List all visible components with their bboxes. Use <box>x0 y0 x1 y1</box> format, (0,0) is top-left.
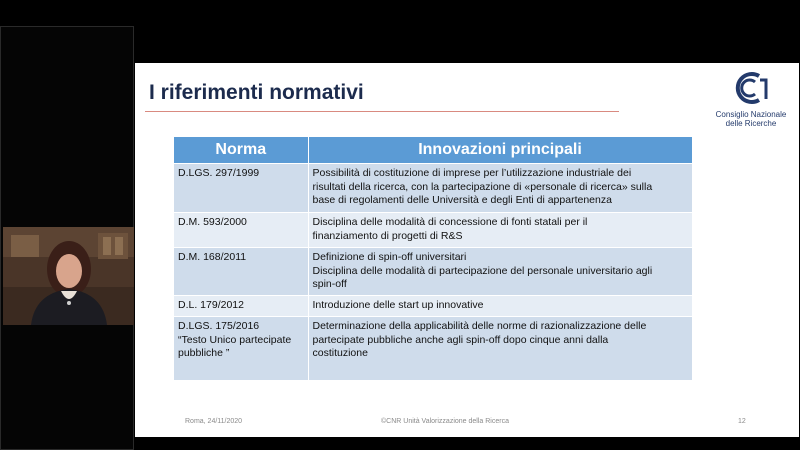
table-row <box>174 248 692 296</box>
presentation-slide <box>135 63 799 437</box>
cell-line: D.LGS. 297/1999 <box>178 167 260 179</box>
cell-line: spin-off <box>312 278 347 290</box>
cell-line: partecipate pubbliche anche agli spin-off dopo cinque anni dalla <box>312 333 609 346</box>
header-innovazioni: Innovazioni principali <box>308 137 692 164</box>
cell-line: Definizione di spin-off universitari <box>312 251 467 263</box>
innovazioni-cell <box>308 317 692 380</box>
innovazioni-cell <box>308 248 692 296</box>
innovazioni-cell <box>308 164 692 213</box>
slide-title: I riferimenti normativi <box>149 81 364 104</box>
footer-date: Roma, 24/11/2020 <box>185 418 243 425</box>
participant-video-tile[interactable] <box>3 227 134 325</box>
table-row <box>174 317 692 380</box>
cell-line: “Testo Unico partecipate <box>178 333 292 346</box>
cell-line: D.M. 593/2000 <box>178 216 247 228</box>
cell-line: pubbliche ” <box>178 347 230 359</box>
cell-line: Determinazione della applicabilità delle norme di razionalizzazione delle <box>312 320 647 332</box>
cell-line: D.LGS. 175/2016 <box>178 320 260 332</box>
title-divider <box>145 111 619 112</box>
logo-line: Consiglio Nazionale <box>715 110 787 119</box>
norma-cell <box>174 248 308 296</box>
cell-line: risultati della ricerca, con la partecipazione di «personale di ricerca» sulla <box>312 180 653 193</box>
cell-line: finanziamento di progetti di R&S <box>312 229 463 242</box>
table-row <box>174 213 692 248</box>
table-header-row <box>174 137 692 164</box>
norma-cell <box>174 317 308 380</box>
participant-video-image <box>3 227 134 325</box>
cell-line: Introduzione delle start up innovative <box>312 299 484 311</box>
header-norma: Norma <box>174 137 308 164</box>
table-row <box>174 296 692 317</box>
cell-line: Possibilità di costituzione di imprese per l’utilizzazione industriale dei <box>312 167 632 179</box>
cnr-logo-text <box>709 110 793 128</box>
norma-cell <box>174 213 308 248</box>
cell-line: base di regolamenti delle Università e degli Enti di appartenenza <box>312 194 612 206</box>
cell-line: Disciplina delle modalità di partecipazione del personale universitario agli <box>312 264 653 277</box>
logo-line: delle Ricerche <box>725 119 777 128</box>
norma-cell <box>174 164 308 213</box>
cell-line: D.M. 168/2011 <box>178 251 247 263</box>
norms-table <box>174 137 693 380</box>
innovazioni-cell <box>308 213 692 248</box>
norma-cell <box>174 296 308 317</box>
participants-panel <box>0 26 134 450</box>
footer-page-number: 12 <box>738 418 746 425</box>
innovazioni-cell <box>308 296 692 317</box>
cnr-logo <box>709 71 793 131</box>
cell-line: Disciplina delle modalità di concessione di fonti statali per il <box>312 216 588 228</box>
cell-line: D.L. 179/2012 <box>178 299 244 311</box>
footer-copyright: ©CNR Unità Valorizzazione della Ricerca <box>381 418 509 425</box>
cell-line: costituzione <box>312 347 368 359</box>
table-row <box>174 164 692 213</box>
cnr-logo-icon <box>733 71 769 105</box>
